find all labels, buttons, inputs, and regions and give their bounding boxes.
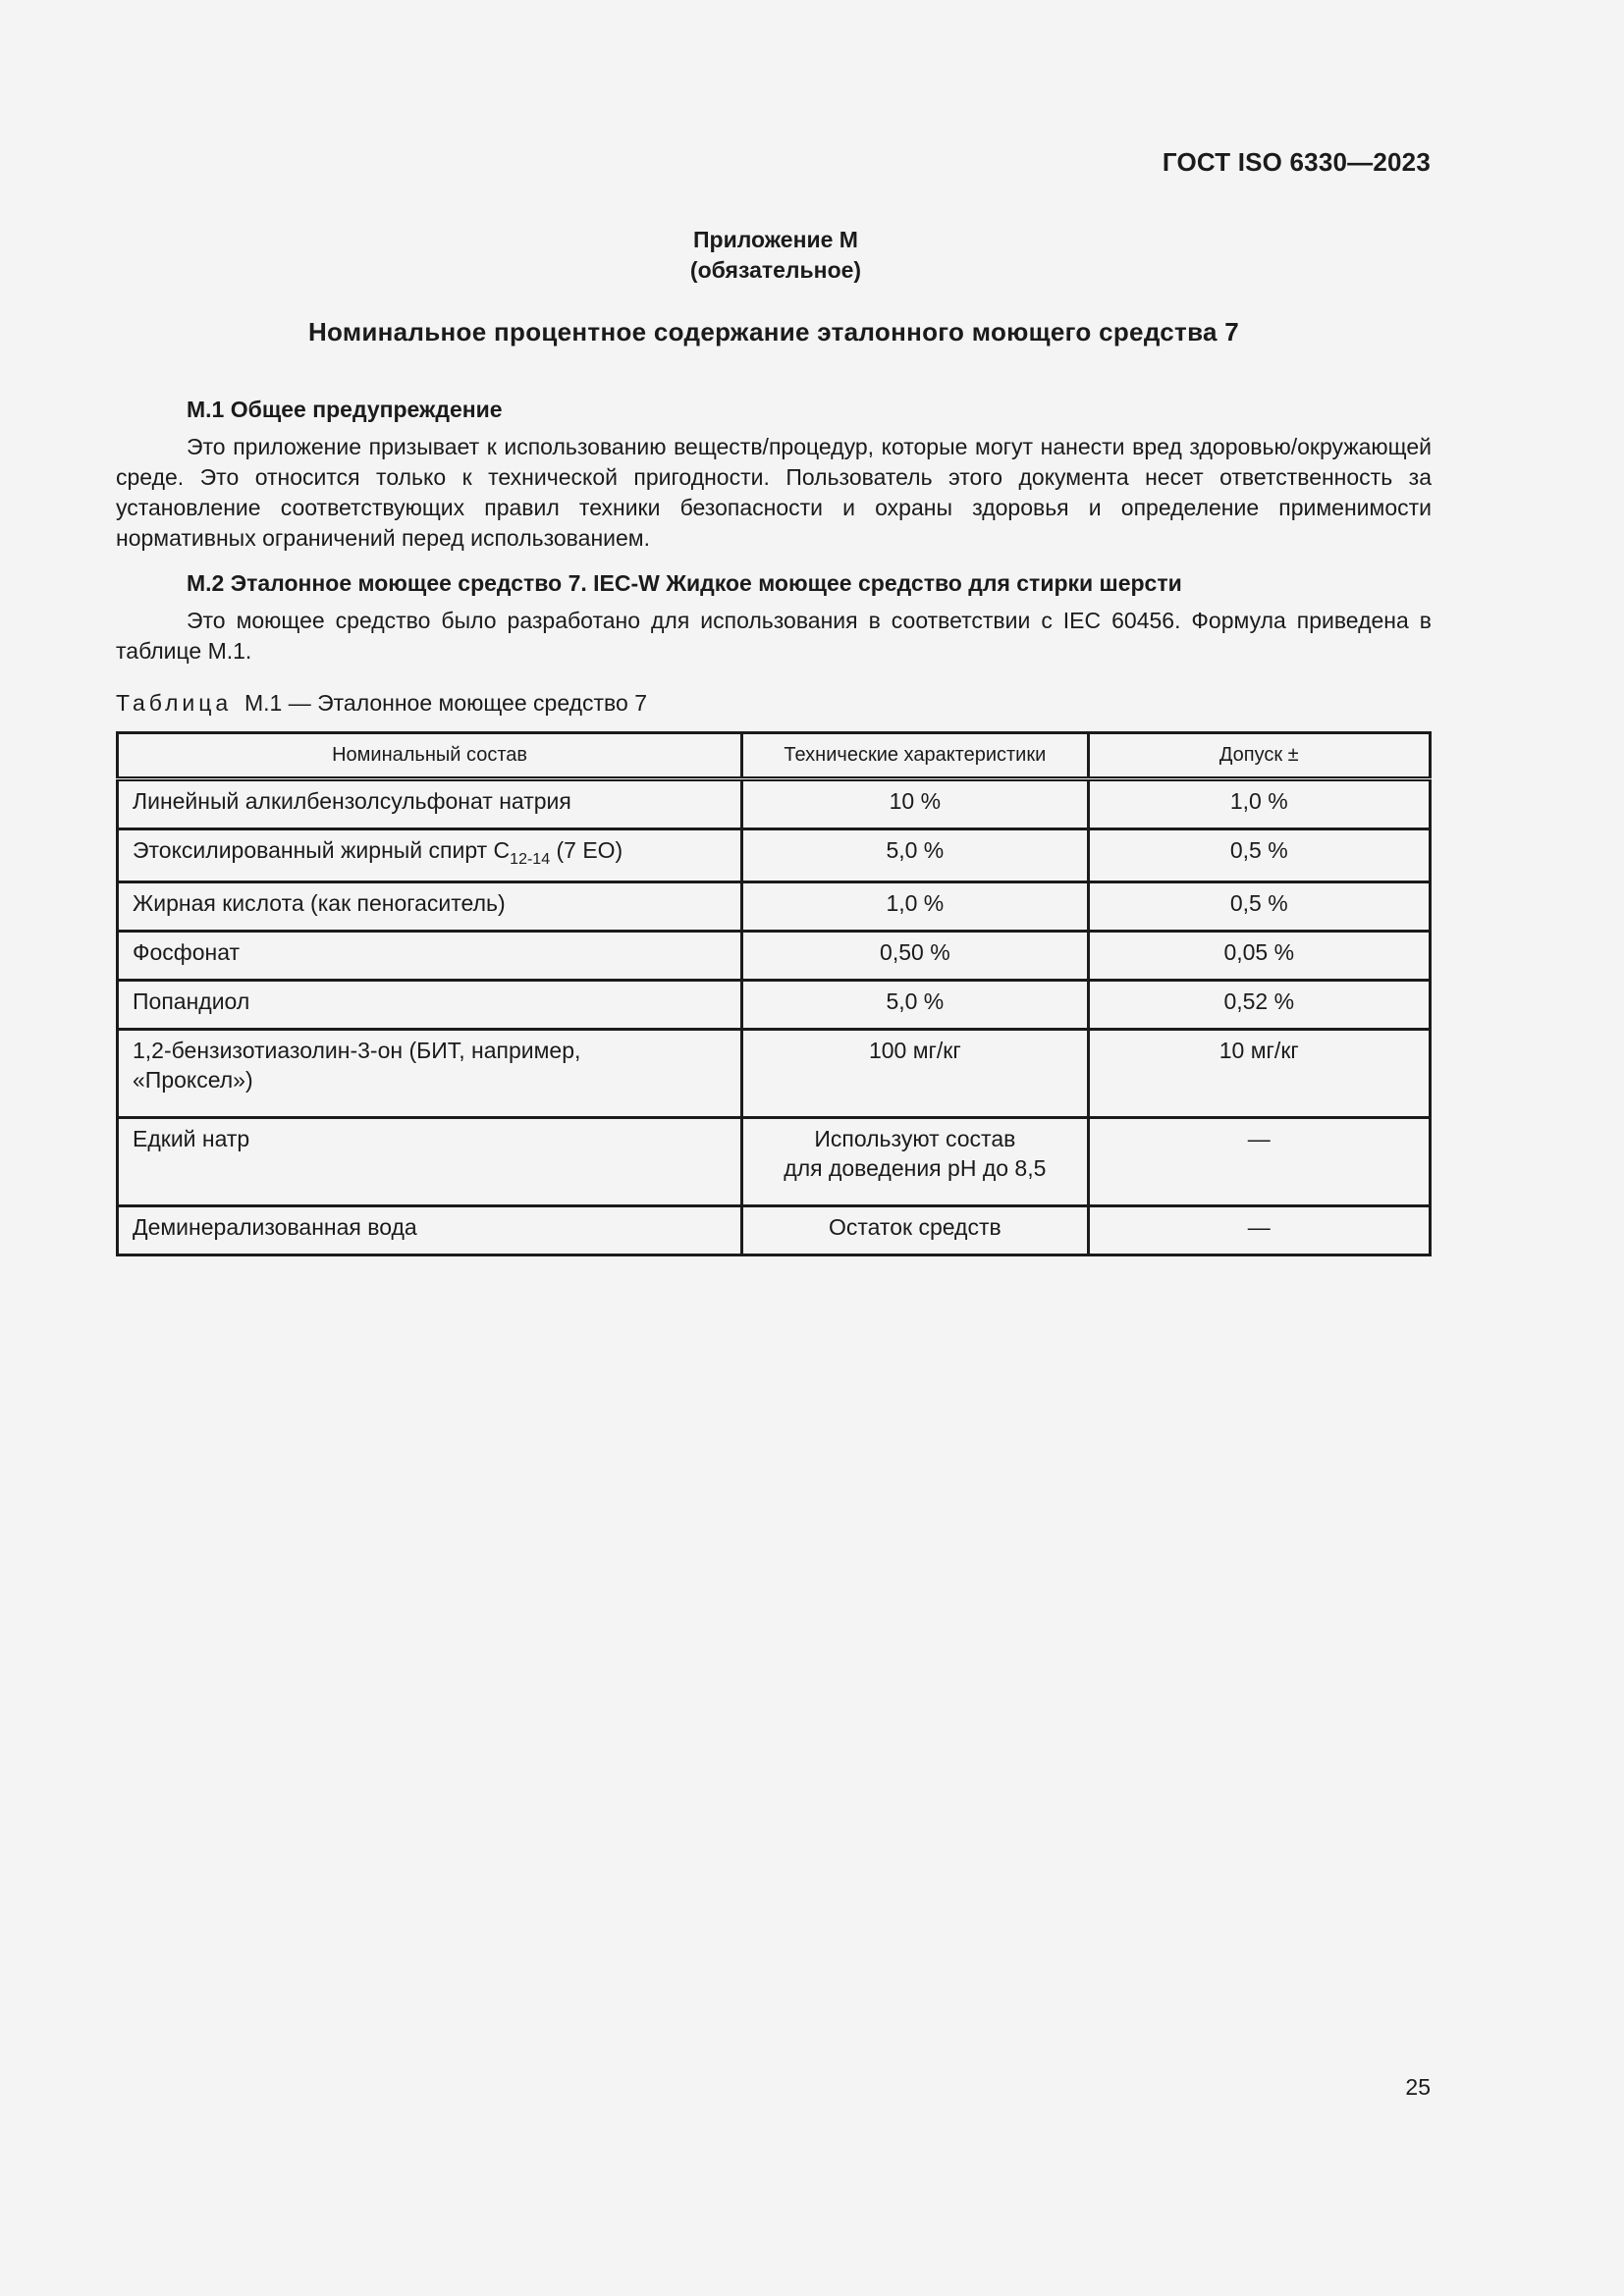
cell-name: Деминерализованная вода: [118, 1206, 742, 1255]
cell-name-suffix: (7 ЕО): [550, 837, 623, 863]
cell-name: Линейный алкилбензолсульфонат натрия: [118, 779, 742, 829]
cell-spec-line-2: для доведения pH до 8,5: [784, 1155, 1047, 1181]
section-m2-text: Это моющее средство было разработано для использования в соответствии с IEC 60456. Формула приведена в таблице М.1.: [116, 608, 1432, 664]
cell-spec: 0,50 %: [742, 932, 1088, 981]
cell-name: Фосфонат: [118, 932, 742, 981]
cell-spec: 5,0 %: [742, 829, 1088, 882]
table-row: [118, 779, 1431, 829]
composition-table: [116, 731, 1432, 1256]
header-nominal-composition: Номинальный состав: [118, 733, 742, 779]
cell-name: [118, 829, 742, 882]
table-row: [118, 932, 1431, 981]
cell-tolerance: 0,5 %: [1088, 882, 1430, 932]
cell-tolerance: —: [1088, 1206, 1430, 1255]
cell-name: Попандиол: [118, 981, 742, 1030]
appendix-status: (обязательное): [689, 257, 862, 283]
header-technical-characteristics: Технические характеристики: [742, 733, 1088, 779]
cell-name-main: Этоксилированный жирный спирт С: [133, 837, 511, 863]
cell-name-line-2: «Проксел»): [133, 1067, 253, 1093]
table-row: [118, 1118, 1431, 1206]
cell-tolerance: 0,5 %: [1088, 829, 1430, 882]
table-row: [118, 829, 1431, 882]
cell-name: Жирная кислота (как пеногаситель): [118, 882, 742, 932]
table-row: [118, 981, 1431, 1030]
appendix-title: Приложение М: [693, 227, 858, 252]
header-tolerance: Допуск ±: [1088, 733, 1430, 779]
cell-name-subscript: 12-14: [510, 851, 551, 868]
main-title: Номинальное процентное содержание эталонного моющего средства 7: [307, 317, 1240, 347]
cell-tolerance: 10 мг/кг: [1088, 1030, 1430, 1118]
table-caption: [116, 690, 647, 717]
section-m1-heading: М.1 Общее предупреждение: [187, 397, 503, 422]
table-header-row: [118, 733, 1431, 779]
table-row: [118, 1206, 1431, 1255]
cell-name: Едкий натр: [118, 1118, 742, 1206]
table-caption-text: М.1 — Эталонное моющее средство 7: [244, 690, 647, 716]
cell-spec: [742, 1118, 1088, 1206]
cell-name-line-1: 1,2-бензизотиазолин-3-он (БИТ, например,: [133, 1038, 581, 1063]
document-header-id: ГОСТ ISO 6330—2023: [1162, 147, 1431, 177]
cell-spec: 5,0 %: [742, 981, 1088, 1030]
cell-tolerance: —: [1088, 1118, 1430, 1206]
table-row: [118, 882, 1431, 932]
table-row: [118, 1030, 1431, 1118]
page-number: 25: [1405, 2074, 1431, 2100]
section-m1-text: Это приложение призывает к использованию веществ/процедур, которые могут нанести вред здоровью/окружающей среде. Это относится только к технической пригодности. Пользователь этого документа несет ответственность за установление соответствующих правил техники безопасности и охраны здоровья и определение применимости нормативных ограничений перед использованием.: [116, 434, 1432, 551]
cell-spec: 100 мг/кг: [742, 1030, 1088, 1118]
cell-spec-line-1: Используют состав: [814, 1126, 1016, 1151]
cell-tolerance: 1,0 %: [1088, 779, 1430, 829]
table-caption-prefix: Таблица: [116, 690, 233, 716]
section-m2-heading: М.2 Эталонное моющее средство 7. IEC-W Жидкое моющее средство для стирки шерсти: [187, 570, 1182, 596]
cell-name: [118, 1030, 742, 1118]
cell-tolerance: 0,52 %: [1088, 981, 1430, 1030]
cell-spec: Остаток средств: [742, 1206, 1088, 1255]
cell-spec: 10 %: [742, 779, 1088, 829]
cell-tolerance: 0,05 %: [1088, 932, 1430, 981]
cell-spec: 1,0 %: [742, 882, 1088, 932]
